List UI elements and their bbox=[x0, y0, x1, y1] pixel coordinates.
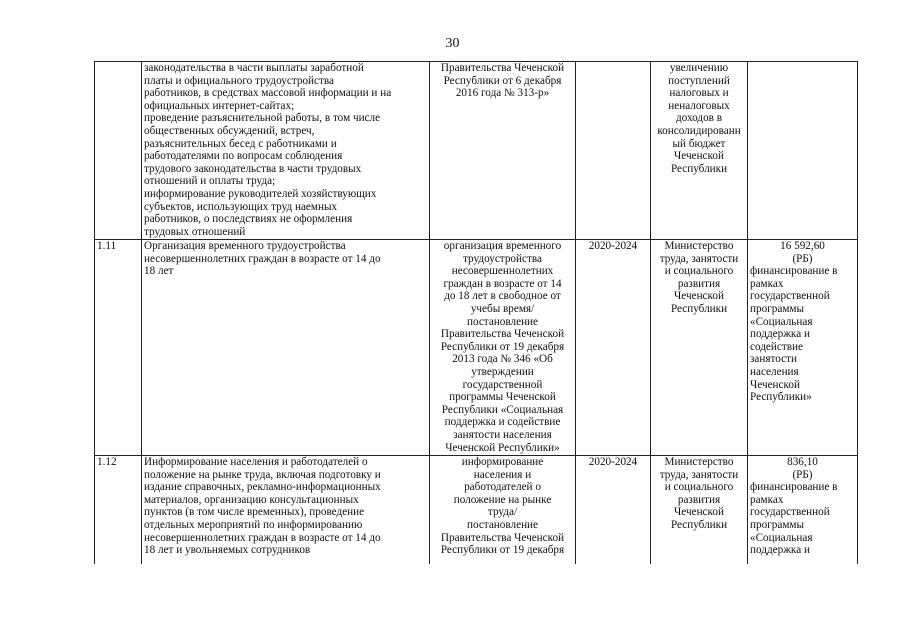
measure-cell bbox=[142, 240, 430, 456]
text-line: отношений и оплаты труда; bbox=[144, 175, 276, 188]
text-line: Республики bbox=[670, 518, 728, 531]
text-line: пунктов (в том числе временных), проведение bbox=[144, 506, 365, 519]
text-line: Республики bbox=[670, 162, 728, 175]
text-line: информирование bbox=[461, 456, 544, 468]
row-number-cell bbox=[95, 62, 142, 240]
text-line: труда/ bbox=[487, 506, 518, 519]
text-line: общественных обсуждений, встреч, bbox=[144, 124, 315, 137]
text-line: (РБ) bbox=[792, 468, 813, 481]
text-line: 2013 года № 346 «Об bbox=[452, 353, 553, 366]
funding-amount: 16 592,60 bbox=[780, 240, 825, 252]
text-line: консолидированн bbox=[657, 124, 741, 137]
text-line: Чеченской Республики» bbox=[445, 441, 560, 454]
text-line: поддержка и содействие bbox=[444, 416, 561, 429]
text-line: постановление bbox=[466, 315, 539, 328]
basis-cell bbox=[430, 456, 576, 565]
text-line: издание справочных, рекламно-информационных bbox=[144, 481, 381, 494]
text-line: ый бюджет bbox=[672, 137, 726, 150]
text-line: поддержка и bbox=[750, 544, 810, 557]
text-line: отдельных мероприятий по информированию bbox=[144, 518, 363, 531]
text-line: рамках bbox=[750, 277, 784, 290]
text-line: работодателей о bbox=[464, 481, 541, 494]
text-line: Правительства Чеченской bbox=[440, 531, 565, 544]
text-line: населения и bbox=[473, 468, 532, 481]
text-line: законодательства в части выплаты заработной bbox=[144, 62, 364, 74]
text-line: работников, о последствиях не оформления bbox=[144, 213, 353, 226]
text-line: трудовых отношений bbox=[144, 225, 246, 238]
text-line: материалов, организацию консультационных bbox=[144, 493, 359, 506]
text-line: официальных интернет-сайтах; bbox=[144, 99, 295, 112]
text-line: 18 лет и увольняемых сотрудников bbox=[144, 544, 311, 557]
text-line: 2016 года № 313-р» bbox=[455, 87, 550, 100]
measures-table bbox=[94, 61, 858, 564]
text-line: поддержка и bbox=[750, 328, 810, 341]
table-row bbox=[95, 62, 858, 240]
text-line: утверждении bbox=[471, 365, 534, 378]
executor-cell bbox=[651, 456, 748, 565]
text-line: увеличению bbox=[669, 62, 729, 74]
row-number-cell: 1.11 bbox=[95, 240, 142, 456]
text-line: Республики bbox=[670, 302, 728, 315]
text-line: развития bbox=[677, 493, 721, 506]
text-line: Республики от 19 декабря bbox=[440, 340, 565, 353]
text-line: платы и официального трудоустройства bbox=[144, 74, 334, 87]
text-line: труда, занятости bbox=[659, 252, 739, 265]
text-line: поступлений bbox=[668, 74, 730, 87]
text-line: Министерство bbox=[664, 456, 734, 468]
text-line: государственной bbox=[750, 290, 830, 303]
text-line: Министерство bbox=[664, 240, 734, 252]
text-line: Организация временного трудоустройства bbox=[144, 240, 346, 252]
text-line: и социального bbox=[664, 265, 734, 278]
text-line: неналоговых bbox=[668, 99, 730, 112]
basis-cell bbox=[430, 62, 576, 240]
period-cell: 2020-2024 bbox=[576, 456, 651, 565]
text-line: «Социальная bbox=[750, 531, 813, 544]
text-line: работников, в средствах массовой информации и на bbox=[144, 87, 392, 100]
text-line: и социального bbox=[664, 481, 734, 494]
text-line: постановление bbox=[466, 518, 539, 531]
text-line: Чеченской bbox=[674, 290, 724, 303]
text-line: развития bbox=[677, 277, 721, 290]
text-line: рамках bbox=[750, 493, 784, 506]
text-line: Республики от 19 декабря bbox=[440, 544, 565, 557]
funding-amount: 836,10 bbox=[787, 456, 818, 468]
text-line: занятости bbox=[750, 353, 797, 366]
funding-cell bbox=[748, 62, 858, 240]
funding-cell bbox=[748, 456, 858, 565]
text-line: положение на рынке труда, включая подготовку и bbox=[144, 468, 381, 481]
text-line: Республики «Социальная bbox=[441, 403, 564, 416]
text-line: труда, занятости bbox=[659, 468, 739, 481]
text-line: субъектов, использующих труд наемных bbox=[144, 200, 338, 213]
text-line: «Социальная bbox=[750, 315, 813, 328]
text-line: учебы время/ bbox=[470, 302, 535, 315]
text-line: государственной bbox=[462, 378, 543, 391]
period-cell bbox=[576, 62, 651, 240]
text-line: Чеченской bbox=[674, 506, 724, 519]
text-line: организация временного bbox=[443, 240, 562, 252]
text-line: до 18 лет в свободное от bbox=[444, 290, 561, 303]
text-line: населения bbox=[750, 365, 799, 378]
text-line: работодателями по вопросам соблюдения bbox=[144, 150, 343, 163]
basis-cell bbox=[430, 240, 576, 456]
text-line: Чеченской bbox=[750, 378, 800, 391]
text-line: несовершеннолетних bbox=[451, 265, 554, 278]
text-line: Республики от 6 декабря bbox=[443, 74, 562, 87]
executor-cell bbox=[651, 62, 748, 240]
text-line: информирование руководителей хозяйствующих bbox=[144, 187, 377, 200]
text-line: трудоустройства bbox=[463, 252, 542, 265]
text-line: 18 лет bbox=[144, 265, 174, 278]
text-line: проведение разъяснительной работы, в том числе bbox=[144, 112, 381, 125]
executor-cell bbox=[651, 240, 748, 456]
text-line: программы Чеченской bbox=[449, 391, 556, 404]
row-number-cell: 1.12 bbox=[95, 456, 142, 565]
text-line: положение на рынке bbox=[453, 493, 552, 506]
text-line: (РБ) bbox=[792, 252, 813, 265]
text-line: доходов в bbox=[675, 112, 723, 125]
text-line: несовершеннолетних граждан в возрасте от 14 до bbox=[144, 531, 381, 544]
text-line: граждан в возрасте от 14 bbox=[443, 277, 562, 290]
text-line: программы bbox=[750, 518, 804, 531]
text-line: содействие bbox=[750, 340, 803, 353]
page-number: 30 bbox=[445, 36, 460, 51]
text-line: налоговых и bbox=[669, 87, 729, 100]
text-line: Республики» bbox=[750, 391, 812, 404]
text-line: финансирование в bbox=[750, 481, 838, 494]
text-line: финансирование в bbox=[750, 265, 838, 278]
measure-cell bbox=[142, 456, 430, 565]
period-cell: 2020-2024 bbox=[576, 240, 651, 456]
text-line: трудового законодательства в части трудовых bbox=[144, 162, 362, 175]
text-line: занятости населения bbox=[453, 428, 552, 441]
table-row bbox=[95, 240, 858, 456]
text-line: программы bbox=[750, 302, 804, 315]
text-line: разъяснительных бесед с работниками и bbox=[144, 137, 337, 150]
funding-cell bbox=[748, 240, 858, 456]
text-line: Правительства Чеченской bbox=[440, 62, 565, 74]
text-line: государственной bbox=[750, 506, 830, 519]
text-line: Правительства Чеченской bbox=[440, 328, 565, 341]
text-line: Чеченской bbox=[674, 150, 724, 163]
text-line: несовершеннолетних граждан в возрасте от 14 до bbox=[144, 252, 381, 265]
text-line: Информирование населения и работодателей о bbox=[144, 456, 368, 468]
table-row bbox=[95, 456, 858, 565]
measure-cell bbox=[142, 62, 430, 240]
